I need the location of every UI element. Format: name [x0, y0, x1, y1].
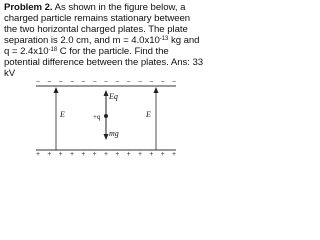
charged-particle: [104, 114, 108, 118]
top-plate-signs: [36, 80, 176, 86]
particle-charge-label: +q: [93, 113, 101, 121]
bottom-plate-sign: +: [115, 151, 120, 156]
bottom-plate-sign: +: [58, 151, 63, 156]
top-plate-sign: −: [126, 80, 131, 86]
force-down-arrow: [104, 118, 109, 140]
field-right-label: E: [146, 110, 151, 119]
bottom-plate-sign: +: [171, 151, 177, 156]
top-plate-sign: −: [81, 80, 86, 86]
mass-text: separation is 2.0 cm, and m = 4.0x10: [4, 35, 160, 46]
bottom-plate-sign: +: [160, 151, 165, 156]
bottom-plate-sign: +: [149, 151, 154, 156]
charge-text: q = 2.4x10: [4, 46, 49, 57]
bottom-plate-sign: +: [69, 151, 75, 156]
mass-unit: kg and: [168, 35, 200, 46]
bottom-plate-sign: +: [126, 151, 131, 156]
top-plate-sign: −: [103, 80, 109, 86]
bottom-plate-signs: [36, 151, 176, 156]
field-left-label: E: [60, 110, 65, 119]
force-up-label: Eq: [109, 92, 118, 101]
problem-line-1-text: As shown in the figure below, a: [52, 2, 186, 13]
field-line-right: [154, 87, 159, 150]
problem-label: Problem 2.: [4, 2, 53, 13]
top-plate-sign: −: [92, 80, 97, 86]
top-plate-sign: −: [69, 80, 75, 86]
top-plate-sign: −: [58, 80, 63, 86]
problem-line-3: the two horizontal charged plates. The plate: [4, 24, 188, 35]
problem-line-7: kV: [4, 68, 16, 79]
top-plate-sign: −: [35, 80, 41, 86]
bottom-plate-sign: +: [103, 151, 109, 156]
bottom-plate-sign: +: [35, 151, 41, 156]
problem-statement: [4, 2, 204, 79]
problem-line-4: [4, 35, 198, 46]
top-plate-sign: −: [115, 80, 120, 86]
mass-exponent: -13: [159, 36, 169, 42]
bottom-plate-sign: +: [81, 151, 86, 156]
top-plate-sign: −: [47, 80, 52, 86]
bottom-plate-sign: +: [92, 151, 97, 156]
parallel-plate-figure: [0, 80, 200, 156]
bottom-plate-sign: +: [47, 151, 52, 156]
problem-line-2: charged particle remains stationary between: [4, 13, 191, 24]
top-plate-sign: −: [160, 80, 165, 86]
top-plate-sign: −: [149, 80, 154, 86]
top-plate-sign: −: [137, 80, 143, 86]
force-up-arrow: [104, 90, 109, 114]
problem-line-5: [4, 46, 198, 57]
charge-exponent: -18: [48, 47, 58, 53]
charge-unit: C for the particle. Find the: [57, 46, 169, 57]
bottom-plate-sign: +: [137, 151, 143, 156]
problem-line-6: potential difference between the plates. Ans: 33: [4, 57, 204, 68]
force-down-label: mg: [109, 129, 119, 138]
field-line-left: [54, 87, 59, 150]
problem-line-1: [4, 2, 198, 13]
top-plate-sign: −: [171, 80, 177, 86]
